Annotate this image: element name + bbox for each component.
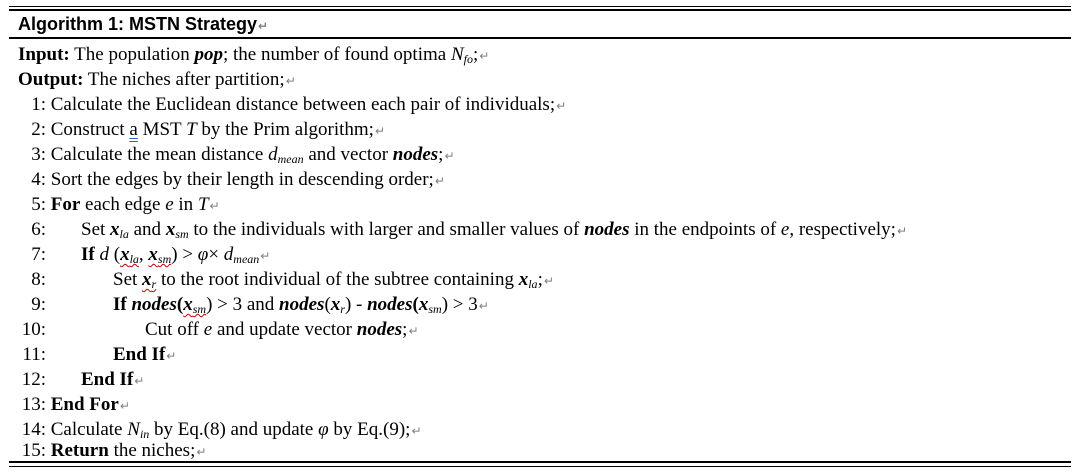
step-4: 4: Sort the edges by their length in descending order;↵ bbox=[31, 169, 445, 190]
bottom-rule-thick bbox=[9, 461, 1071, 463]
paragraph-mark-icon: ↵ bbox=[196, 445, 207, 459]
step-10: 10: Cut off e and update vector nodes;↵ bbox=[21, 319, 419, 340]
paragraph-mark-icon: ↵ bbox=[444, 149, 455, 163]
paragraph-mark-icon: ↵ bbox=[896, 224, 907, 238]
paragraph-mark-icon: ↵ bbox=[119, 399, 130, 413]
title-rule bbox=[9, 37, 1071, 39]
step-1: 1: Calculate the Euclidean distance between each pair of individuals;↵ bbox=[31, 94, 567, 115]
step-3: 3: Calculate the mean distance $d_{mean}$ and vector nodes;↵ bbox=[31, 144, 455, 166]
input-line: Input: The population pop; the number of found optima $N_{fo};↵$ bbox=[18, 44, 490, 66]
paragraph-mark-icon: ↵ bbox=[408, 324, 419, 338]
algorithm-box bbox=[9, 6, 1071, 468]
step-14: 14: Calculate $N_{in}$ by Eq.(8) and update φ by Eq.(9);↵ bbox=[21, 419, 422, 441]
paragraph-mark-icon: ↵ bbox=[374, 124, 386, 138]
paragraph-mark-icon: ↵ bbox=[479, 49, 490, 63]
output-line: Output: The niches after partition;↵ bbox=[18, 69, 296, 90]
paragraph-mark-icon: ↵ bbox=[209, 199, 220, 213]
algorithm-title: Algorithm 1: MSTN Strategy↵ bbox=[18, 14, 269, 34]
paragraph-mark-icon: ↵ bbox=[258, 19, 269, 33]
step-8: 8: Set $x_r$ to the root individual of the subtree containing $x_{la};↵$ bbox=[31, 269, 554, 291]
step-2: 2: Construct a MST T by the Prim algorithm;↵ bbox=[31, 119, 386, 140]
step-13: 13: End For↵ bbox=[21, 394, 130, 415]
paragraph-mark-icon: ↵ bbox=[134, 374, 145, 388]
paragraph-mark-icon: ↵ bbox=[166, 349, 177, 363]
bottom-rule bbox=[9, 466, 1071, 467]
top-rule bbox=[9, 6, 1071, 7]
paragraph-mark-icon: ↵ bbox=[543, 274, 554, 288]
paragraph-mark-icon: ↵ bbox=[260, 249, 271, 263]
paragraph-mark-icon: ↵ bbox=[556, 99, 567, 113]
paragraph-mark-icon: ↵ bbox=[411, 424, 422, 438]
step-7: 7: If d ($x_{la}$, $x_{sm}) > \varphi\times$ $d_{mean}↵$ bbox=[31, 244, 271, 266]
step-9: 9: If $nodes(x_{sm}) > 3$ and $nodes(x_r)$ - $nodes(x_{sm})$ > 3↵ bbox=[31, 294, 489, 316]
paragraph-mark-icon: ↵ bbox=[434, 174, 445, 188]
paragraph-mark-icon: ↵ bbox=[478, 299, 489, 313]
step-11: 11: End If↵ bbox=[22, 344, 177, 365]
paragraph-mark-icon: ↵ bbox=[285, 74, 296, 88]
step-12: 12: End If↵ bbox=[21, 369, 145, 390]
step-5: 5: For each edge e in T↵ bbox=[31, 194, 220, 215]
step-6: 6: Set $x_{la}$ and $x_{sm}$ to the individuals with larger and smaller values of nodes in the endpoints of e, respectively;↵ bbox=[31, 219, 907, 241]
step-15: 15: Return the niches;↵ bbox=[21, 440, 207, 461]
